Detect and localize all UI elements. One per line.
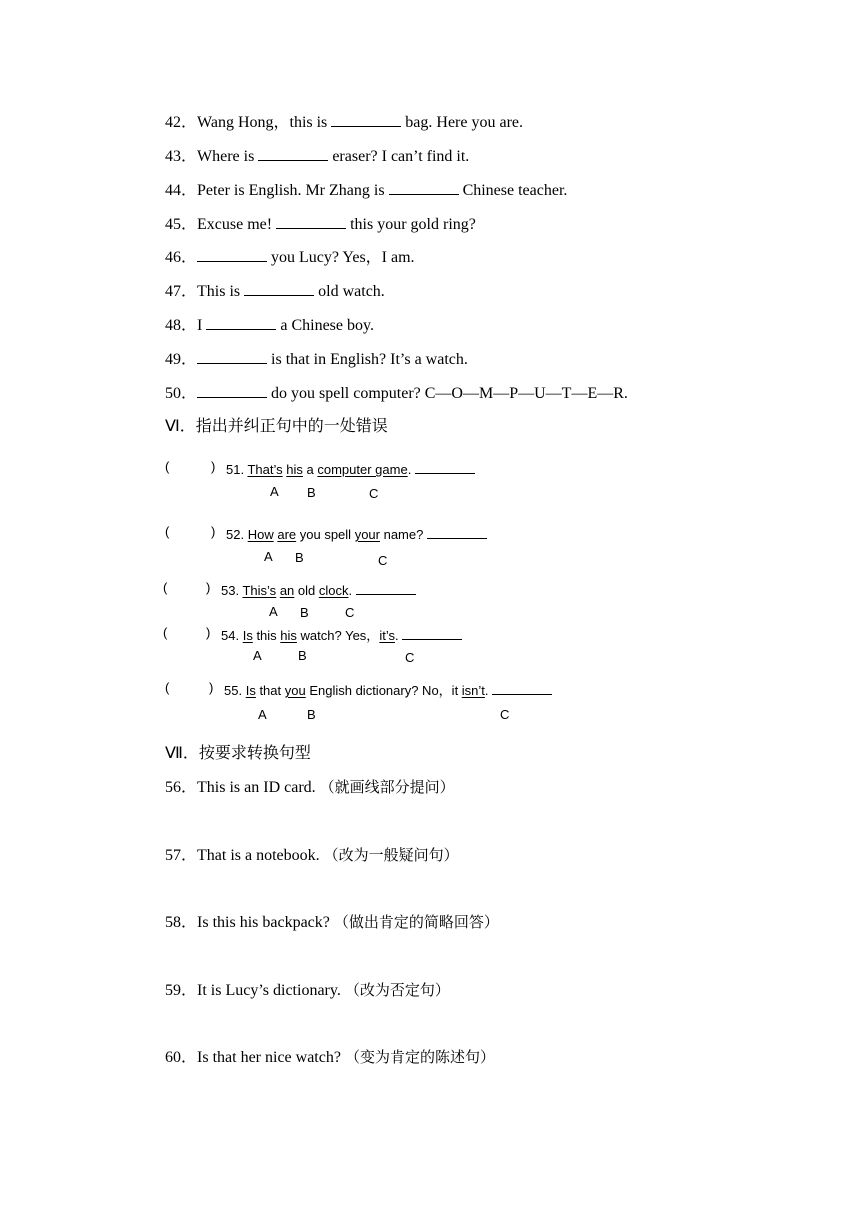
- answer-blank[interactable]: [276, 214, 346, 229]
- transform-question-59: 59．It is Lucy’s dictionary. （改为否定句）: [165, 981, 450, 999]
- correction-blank[interactable]: [356, 580, 416, 595]
- option-letter-b: B: [307, 707, 316, 722]
- option-letter-a: A: [270, 484, 279, 499]
- option-letter-b: B: [295, 550, 304, 565]
- question-47: 47．This is old watch.: [165, 283, 385, 300]
- section-7-heading: Ⅶ．按要求转换句型: [165, 743, 311, 762]
- question-46: 46． you Lucy? Yes，I am.: [165, 249, 415, 266]
- answer-paren-open: (: [163, 625, 168, 640]
- error-sentence: 52. How are you spell your name?: [226, 524, 487, 543]
- error-sentence: 54. Is this his watch? Yes，it’s.: [221, 625, 462, 644]
- question-44: 44．Peter is English. Mr Zhang is Chinese teacher.: [165, 182, 568, 199]
- answer-paren-open: (: [165, 524, 170, 539]
- option-letter-b: B: [300, 605, 309, 620]
- option-letter-a: A: [264, 549, 273, 564]
- option-letter-c: C: [378, 553, 388, 568]
- answer-blank[interactable]: [206, 315, 276, 330]
- question-49: 49． is that in English? It’s a watch.: [165, 351, 468, 368]
- correction-blank[interactable]: [402, 625, 462, 640]
- option-letter-c: C: [405, 650, 415, 665]
- option-letter-b: B: [298, 648, 307, 663]
- error-sentence: 55. Is that you English dictionary? No，it isn’t.: [224, 680, 552, 699]
- option-letter-c: C: [345, 605, 355, 620]
- correction-blank[interactable]: [492, 680, 552, 695]
- question-50: 50． do you spell computer? C—O—M—P—U—T—E—R.: [165, 385, 628, 402]
- error-sentence: 53. This’s an old clock.: [221, 580, 416, 599]
- question-42: 42．Wang Hong，this is bag. Here you are.: [165, 114, 524, 131]
- answer-paren-open: (: [163, 580, 168, 595]
- answer-blank[interactable]: [197, 247, 267, 262]
- answer-blank[interactable]: [197, 383, 267, 398]
- answer-paren-open: (: [165, 459, 170, 474]
- answer-blank[interactable]: [331, 112, 401, 127]
- section-6-heading: Ⅵ．指出并纠正句中的一处错误: [165, 416, 388, 435]
- transform-question-60: 60．Is that her nice watch? （变为肯定的陈述句）: [165, 1048, 495, 1066]
- error-sentence: 51. That’s his a computer game.: [226, 459, 475, 478]
- transform-question-58: 58．Is this his backpack? （做出肯定的简略回答）: [165, 913, 499, 931]
- correction-blank[interactable]: [427, 524, 487, 539]
- question-48: 48．I a Chinese boy.: [165, 317, 374, 334]
- answer-blank[interactable]: [244, 281, 314, 296]
- question-43: 43．Where is eraser? I can’t find it.: [165, 148, 470, 165]
- option-letter-c: C: [500, 707, 510, 722]
- answer-paren-close: ): [206, 580, 211, 595]
- option-letter-b: B: [307, 485, 316, 500]
- transform-question-56: 56．This is an ID card. （就画线部分提问）: [165, 778, 455, 796]
- answer-blank[interactable]: [389, 180, 459, 195]
- answer-paren-close: ): [209, 680, 214, 695]
- answer-paren-close: ): [211, 524, 216, 539]
- answer-paren-close: ): [206, 625, 211, 640]
- option-letter-c: C: [369, 486, 379, 501]
- answer-paren-open: (: [165, 680, 170, 695]
- transform-question-57: 57．That is a notebook. （改为一般疑问句）: [165, 846, 459, 864]
- option-letter-a: A: [269, 604, 278, 619]
- question-45: 45．Excuse me! this your gold ring?: [165, 216, 476, 233]
- answer-blank[interactable]: [258, 146, 328, 161]
- option-letter-a: A: [258, 707, 267, 722]
- answer-blank[interactable]: [197, 349, 267, 364]
- correction-blank[interactable]: [415, 459, 475, 474]
- answer-paren-close: ): [211, 459, 216, 474]
- option-letter-a: A: [253, 648, 262, 663]
